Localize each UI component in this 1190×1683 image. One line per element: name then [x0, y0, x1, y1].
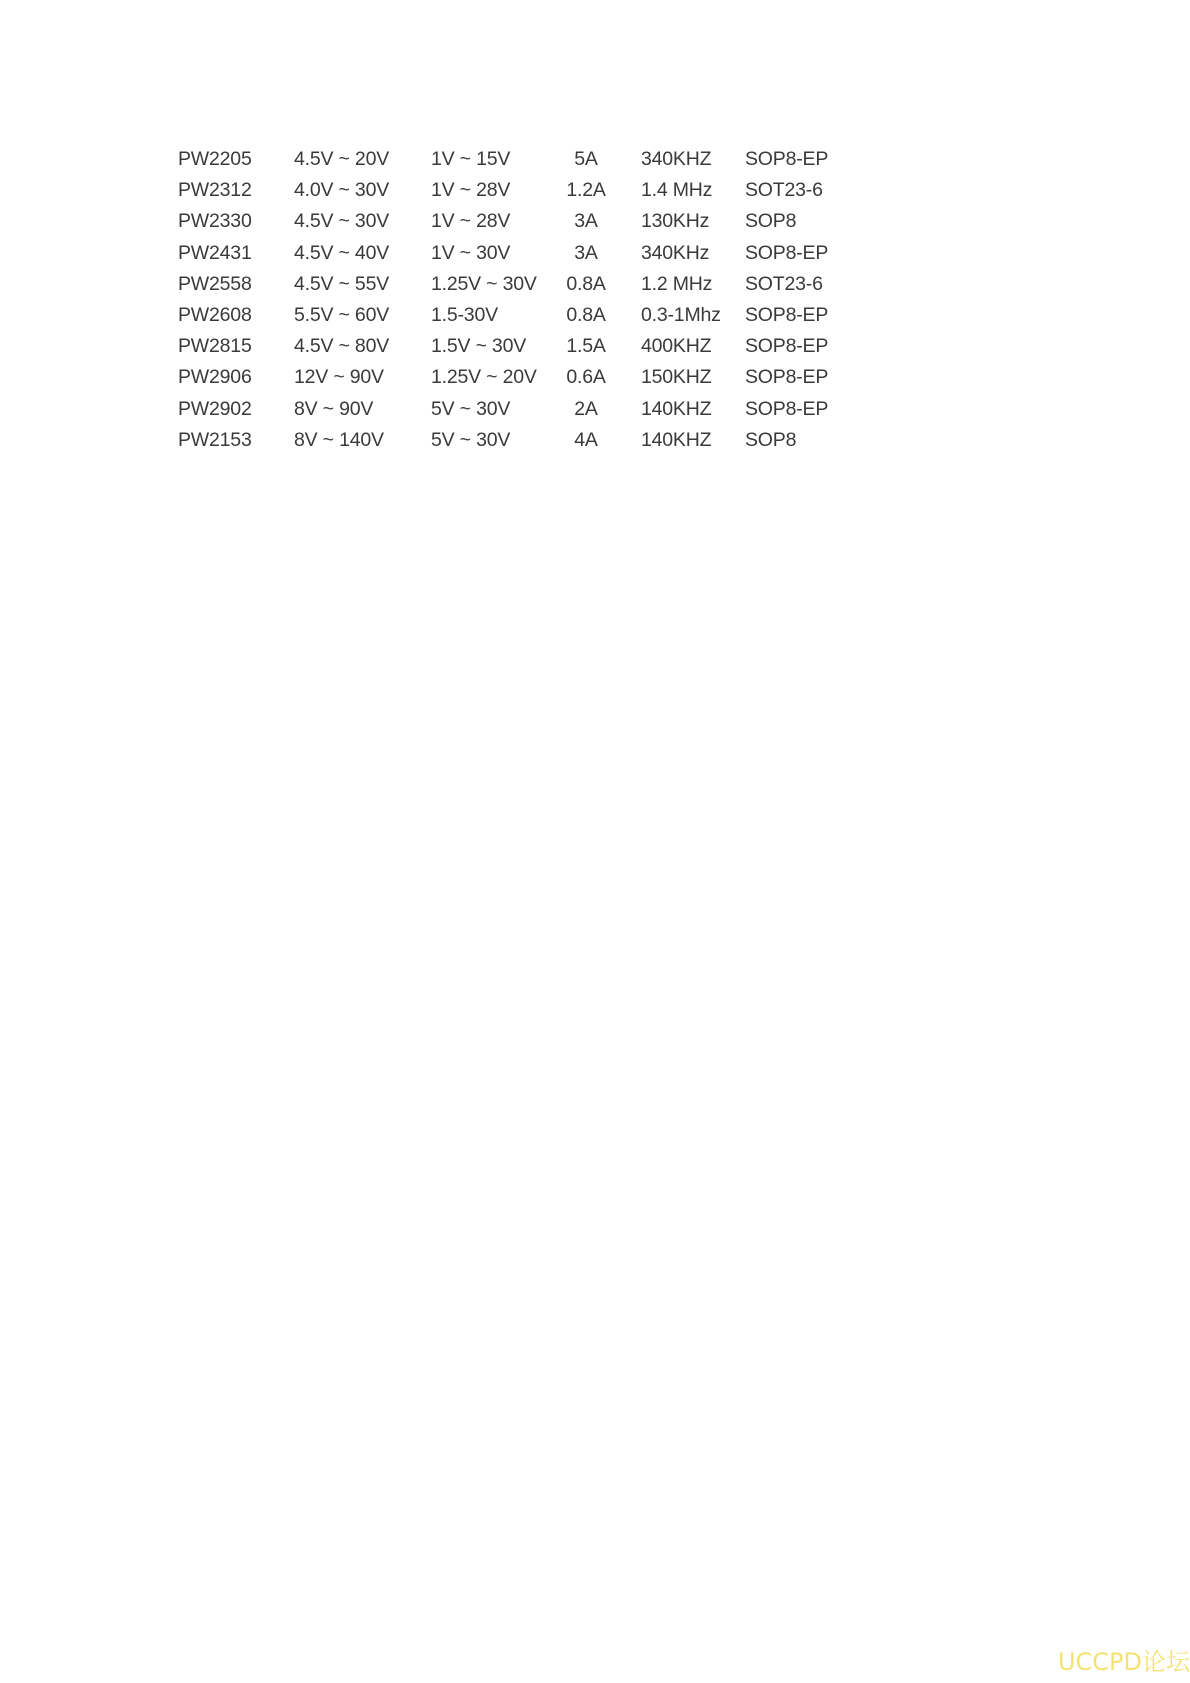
switching-frequency-cell: 140KHZ — [641, 428, 712, 451]
package-type-cell: SOT23-6 — [745, 272, 823, 295]
output-voltage-cell: 5V ~ 30V — [431, 428, 511, 451]
output-voltage-cell: 1V ~ 30V — [431, 241, 511, 264]
package-type-cell: SOP8-EP — [745, 366, 829, 389]
part-number-cell: PW2608 — [178, 303, 252, 326]
package-type-cell: SOP8-EP — [745, 303, 829, 326]
output-voltage-cell: 1V ~ 28V — [431, 210, 511, 233]
switching-frequency-cell: 1.4 MHz — [641, 179, 713, 202]
switching-frequency-cell: 140KHZ — [641, 397, 712, 420]
part-number-cell: PW2906 — [178, 366, 252, 389]
output-current-cell: 0.6A — [566, 366, 606, 389]
output-current-cell: 1.2A — [566, 179, 606, 202]
part-number-cell: PW2205 — [178, 148, 252, 170]
output-voltage-cell: 1.25V ~ 20V — [431, 366, 537, 389]
part-number-cell: PW2153 — [178, 428, 252, 451]
output-current-cell: 0.8A — [566, 272, 606, 295]
part-number-cell: PW2902 — [178, 397, 252, 420]
switching-frequency-cell: 1.2 MHz — [641, 272, 713, 295]
package-type-cell: SOP8-EP — [745, 241, 829, 264]
output-voltage-cell: 1V ~ 28V — [431, 179, 511, 202]
switching-frequency-cell: 0.3-1Mhz — [641, 303, 721, 326]
package-type-cell: SOT23-6 — [745, 179, 823, 202]
package-type-cell: SOP8-EP — [745, 397, 829, 420]
output-voltage-cell: 1.5V ~ 30V — [431, 335, 527, 358]
package-type-cell: SOP8-EP — [745, 148, 829, 170]
switching-frequency-cell: 340KHZ — [641, 148, 712, 170]
input-voltage-cell: 4.5V ~ 20V — [294, 148, 390, 170]
input-voltage-cell: 8V ~ 140V — [294, 428, 384, 451]
input-voltage-cell: 4.5V ~ 30V — [294, 210, 390, 233]
output-current-cell: 2A — [574, 397, 598, 420]
input-voltage-cell: 12V ~ 90V — [294, 366, 384, 389]
output-current-cell: 5A — [574, 148, 598, 170]
package-type-cell: SOP8 — [745, 428, 797, 451]
switching-frequency-cell: 130KHz — [641, 210, 710, 233]
output-voltage-cell: 1.5-30V — [431, 303, 498, 326]
package-type-cell: SOP8-EP — [745, 335, 829, 358]
part-number-cell: PW2330 — [178, 210, 252, 233]
output-current-cell: 4A — [574, 428, 598, 451]
input-voltage-cell: 4.5V ~ 55V — [294, 272, 390, 295]
switching-frequency-cell: 150KHZ — [641, 366, 712, 389]
part-number-cell: PW2558 — [178, 272, 252, 295]
watermark: UCCPD论坛 — [1057, 1648, 1190, 1676]
output-voltage-cell: 1V ~ 15V — [431, 148, 511, 170]
part-number-cell: PW2815 — [178, 335, 252, 358]
input-voltage-cell: 4.5V ~ 80V — [294, 335, 390, 358]
output-voltage-cell: 1.25V ~ 30V — [431, 272, 537, 295]
input-voltage-cell: 8V ~ 90V — [294, 397, 374, 420]
output-voltage-cell: 5V ~ 30V — [431, 397, 511, 420]
switching-frequency-cell: 400KHZ — [641, 335, 712, 358]
output-current-cell: 3A — [574, 210, 598, 233]
switching-frequency-cell: 340KHz — [641, 241, 710, 264]
input-voltage-cell: 5.5V ~ 60V — [294, 303, 390, 326]
input-voltage-cell: 4.0V ~ 30V — [294, 179, 390, 202]
input-voltage-cell: 4.5V ~ 40V — [294, 241, 390, 264]
part-number-cell: PW2431 — [178, 241, 252, 264]
output-current-cell: 0.8A — [566, 303, 606, 326]
output-current-cell: 3A — [574, 241, 598, 264]
package-type-cell: SOP8 — [745, 210, 797, 233]
output-current-cell: 1.5A — [566, 335, 606, 358]
part-number-cell: PW2312 — [178, 179, 252, 202]
